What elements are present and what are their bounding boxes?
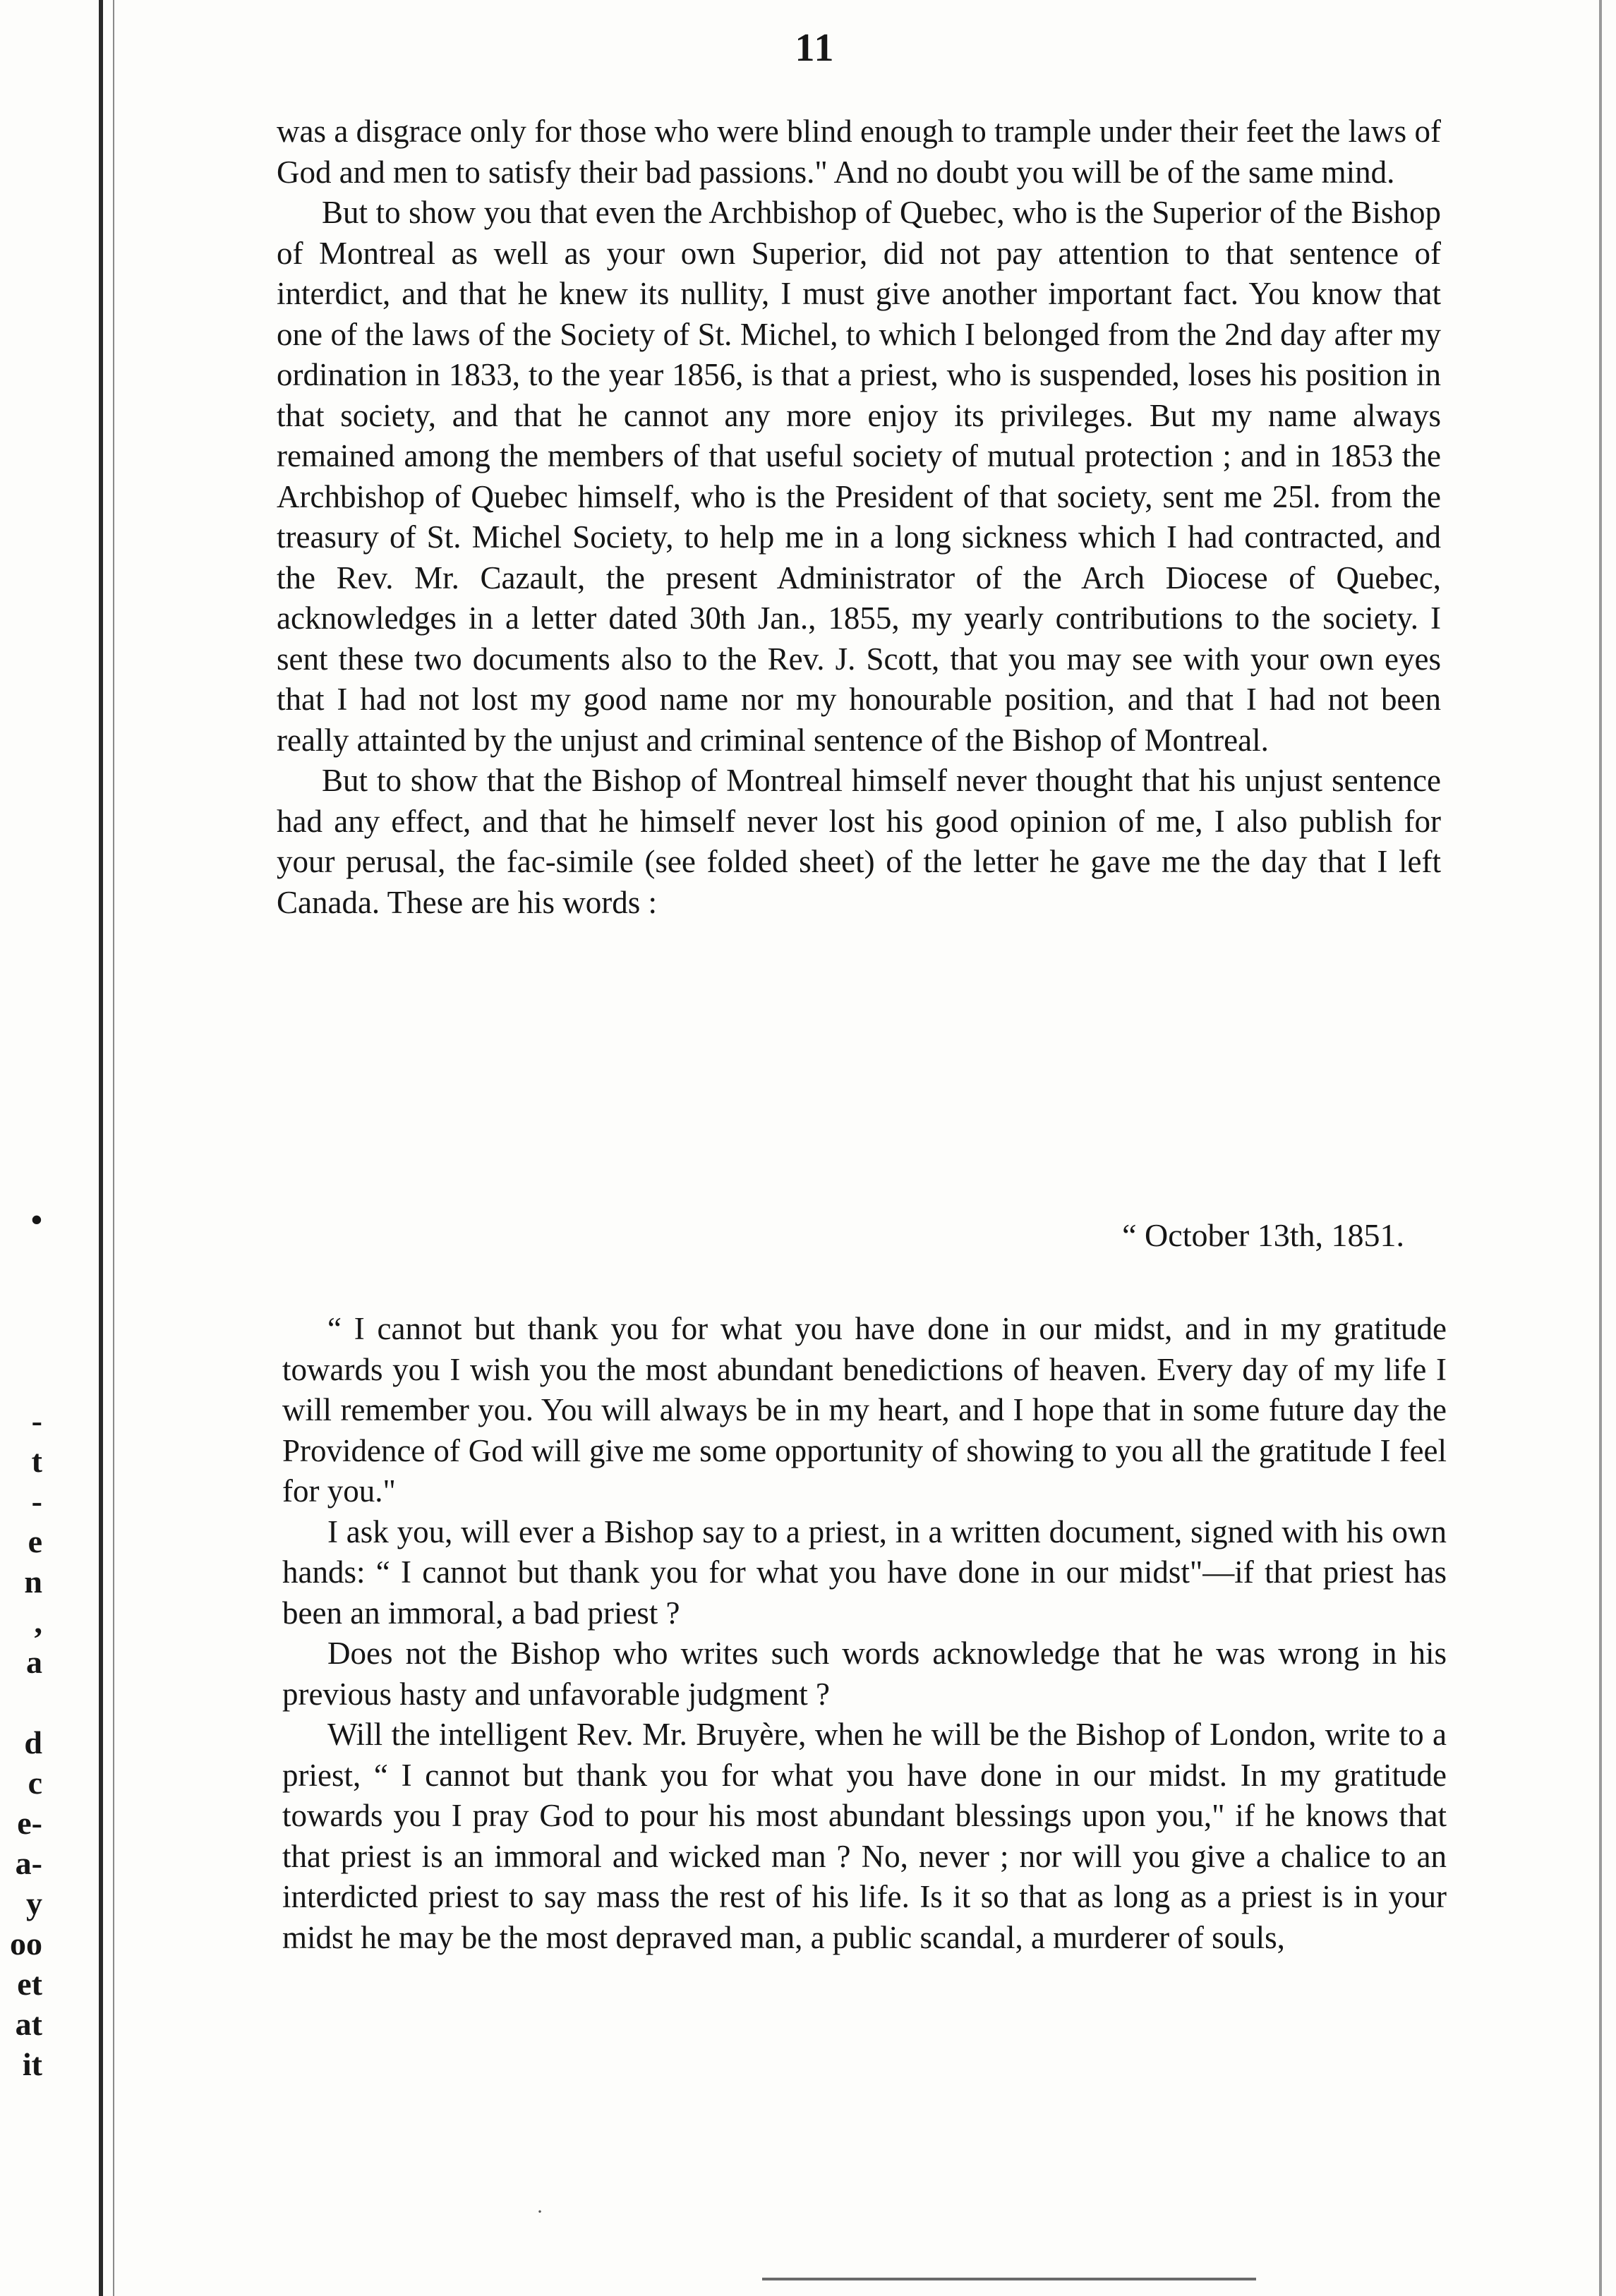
margin-fragment: t [31,1443,42,1479]
margin-fragment: e [28,1523,42,1559]
ink-speck: · [536,2200,543,2223]
paragraph: I ask you, will ever a Bishop say to a priest, in a written document, signed with his own hands: “ I cannot but thank you for what you have done in our midst"—if that priest has been an immoral, a bad priest ? [282,1513,1447,1631]
margin-fragment: et [17,1966,42,2002]
margin-fragment [0,1280,42,1320]
letter-dateline: “ October 13th, 1851. [1122,1217,1404,1253]
margin-fragment: - [31,1403,42,1439]
margin-fragment: - [31,1483,42,1519]
margin-fragment: a- [15,1845,42,1881]
adjacent-page-fragments [0,1200,42,2084]
margin-fragment: c [28,1765,42,1801]
margin-fragment: • [30,1202,42,1238]
margin-fragment: a [26,1644,42,1680]
left-page-edge [99,0,103,2296]
margin-fragment: y [26,1885,42,1921]
margin-fragment [0,1240,42,1280]
margin-fragment: n [24,1564,42,1600]
margin-fragment: d [24,1724,42,1760]
paragraph: Will the intelligent Rev. Mr. Bruyère, when he will be the Bishop of London, write to a priest, “ I cannot but thank you for what you have done in our midst. In my gratitude towards you I pray God to pour his most abundant blessings upon you," if he knows that that priest is an immoral and wicked man ? No, never ; nor will you give a chalice to an interdicted priest to say mass the rest of his life. Is it so that as long as a priest is in your midst he may be the most depraved man, a public scandal, a murderer of souls, [282,1717,1447,1955]
margin-fragment [0,1682,42,1722]
body-text-top [277,111,1441,923]
left-gutter-line [113,0,114,2296]
paragraph: But to show you that even the Archbishop of Quebec, who is the Superior of the Bishop of Montreal as well as your own Superior, did not pay attention to that sentence of interdict, and that he knew its nullity, I must give another important fact. You know that one of the laws of the Society of St. Michel, to which I belonged from the 2nd day after my ordination in 1833, to the year 1856, is that a priest, who is suspended, loses his position in that society, and that he cannot any more enjoy its privileges. But my name always remained among the members of that useful society of mutual protection ; and in 1853 the Archbishop of Quebec himself, who is the President of that society, sent me 25l. from the treasury of St. Michel Society, to help me in a long sickness which I had contracted, and the Rev. Mr. Cazault, the present Administrator of the Arch Diocese of Quebec, acknowledges in a letter dated 30th Jan., 1855, my yearly contributions to the society. I sent these two documents also to the Rev. J. Scott, that you may see with your own eyes that I had not lost my good name nor my honourable position, and that I had not been really attainted by the unjust and criminal sentence of the Bishop of Montreal. [277,195,1441,758]
body-text-bottom [282,1309,1447,1958]
quoted-letter: “ I cannot but thank you for what you have done in our midst, and in my gratitude towards you I wish you the most abundant benedictions of heaven. Every day of my life I will remember you. You will always be in my heart, and I hope that in some future day the Providence of God will give me some opportunity of showing to you all the gratitude I feel for you." [282,1311,1447,1509]
margin-fragment [0,1320,42,1360]
margin-fragment: , [34,1604,42,1640]
page-number: 11 [795,26,836,70]
margin-fragment: oo [10,1926,42,1962]
paragraph: But to show that the Bishop of Montreal himself never thought that his unjust sentence had any effect, and that he himself never lost his good opinion of me, I also publish for your perusal, the fac-simile (see folded sheet) of the letter he gave me the day that I left Canada. These are his words : [277,763,1441,920]
margin-fragment: e- [17,1805,42,1841]
paragraph: was a disgrace only for those who were blind enough to trample under their feet the laws of God and men to satisfy their bad passions." And no doubt you will be of the same mind. [277,114,1441,190]
margin-fragment [0,1360,42,1401]
bottom-page-edge [762,2278,1256,2280]
paragraph: Does not the Bishop who writes such words acknowledge that he was wrong in his previous hasty and unfavorable judgment ? [282,1636,1447,1712]
right-page-edge [1599,0,1602,2296]
margin-fragment: at [15,2006,42,2042]
margin-fragment: it [22,2046,42,2082]
